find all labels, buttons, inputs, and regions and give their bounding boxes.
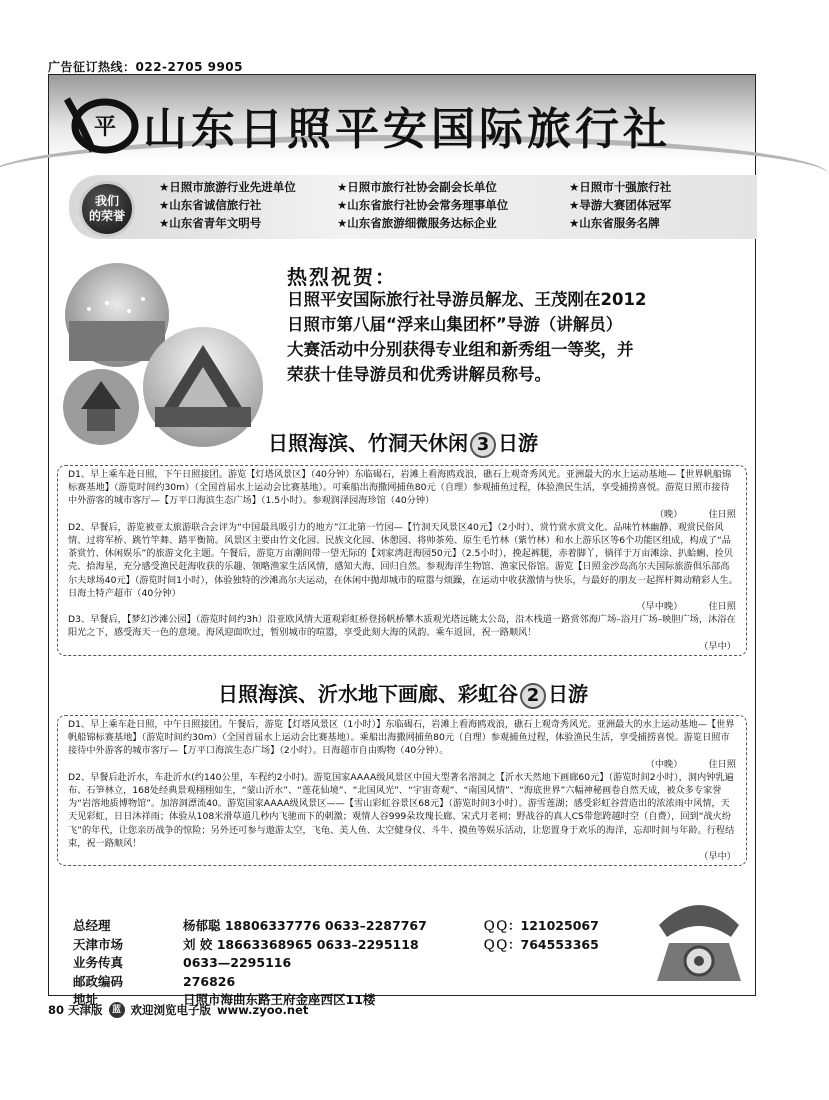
congrats-title: 热烈祝贺： [287, 265, 397, 289]
tour2-days: 2 [520, 683, 546, 709]
congrats-line: 日照市第八届“浮来山集团杯”导游（讲解员） [287, 315, 623, 334]
congrats-body [287, 287, 739, 387]
honor-item: ★日照市旅游行业先进单位 [159, 180, 296, 194]
stay-label: 住日照 [708, 758, 736, 770]
tour1-day1: D1、早上乘车赴日照，下午日照接团。游览【灯塔风景区】（40分钟）东临碣石，岩滩上看海鸥戏浪，礁石上观奇秀风光。亚洲最大的水上运动基地—【世界帆船锦标赛基地】（游览时间约30m）（全国首届水上运动会比赛基地）。可乘船出海撒网捕鱼80元（自理）参观捕鱼过程，体验渔民生活，享受捕捞喜悦。游览日照市接待中外游客的城市客厅—【万平口海滨生态广场】（1.5小时）。参观润泽园海珍馆（40分钟） [68, 469, 732, 507]
honor-item: ★日照市旅行社协会副会长单位 [337, 180, 497, 194]
contact-label: 总经理 [73, 918, 111, 933]
tour1-title [49, 427, 757, 458]
honor-list [159, 179, 759, 231]
contact-value: 276826 [183, 973, 236, 989]
footer-badge: 蓝 [109, 1002, 125, 1018]
tour1-day1-meal [68, 508, 736, 521]
honor-badge-line1: 我们 [94, 194, 119, 208]
honor-badge-line2: 的荣誉 [88, 209, 125, 223]
honor-item: ★山东省诚信旅行社 [159, 198, 262, 212]
company-title: 山东日照平安国际旅行社 [143, 104, 671, 155]
honor-item: ★导游大赛团体冠军 [569, 198, 672, 212]
meal-label: （早中晚） [636, 601, 683, 613]
qq-number: 764553365 [520, 936, 599, 952]
tour2-day1-meal [68, 758, 736, 771]
page-footer [48, 1002, 308, 1018]
meal-label: （中晚） [645, 758, 683, 770]
tour2-day2: D2、早餐后赴沂水，车赴沂水(约140公里，车程约2小时)。游览国家AAAA级风景区中国大型著名溶洞之【沂水天然地下画廊60元】（游览时间2小时），洞内钟乳遍布、石笋林立，168处经典景观栩栩如生，“蒙山沂水”、“莲花仙境”、“北国风光”、“宇宙奇观”、“南国风情”、“海底世界”六幅神秘画卷自然天成，被众多专家誉为“岩溶地质博物馆”。加溶洞漂流40。游览国家AAAA级风景区——【雪山彩虹谷景区68元】（游览时间3小时）。游雪莲湖；感受彩虹谷营造出的浓浓雨中风情，天天见彩虹，日日沐祥雨；体验从108米滑草道几秒内飞驰而下的刺激；观情人谷999朵玫瑰长廊、宋式月老祠；野战谷的真人CS带您跨越时空（自费），回到“战火纷飞”的年代，让您亲历战争的惊险；另外还可参与遨游太空，飞龟、美人鱼、太空健身仪、斗牛、摸鱼等娱乐活动，让您置身于欢乐的海洋，忘却时间与年龄。行程结束，祝一路顺风！ [68, 771, 735, 849]
congrats-line: 大赛活动中分别获得专业组和新秀组一等奖，并 [287, 340, 634, 359]
contact-qq [483, 936, 599, 955]
contact-value: 日照市海曲东路王府金座西区11楼 [183, 992, 376, 1007]
ad-hotline: 广告征订热线：022-2705 9905 [48, 60, 244, 74]
honor-item: ★山东省服务名牌 [569, 216, 660, 230]
tour2-title [49, 678, 757, 709]
scenic-photo-collage [59, 259, 289, 449]
congrats-line: 荣获十佳导游员和优秀讲解员称号。 [287, 365, 551, 384]
footer-page: 80 天津版 [48, 1003, 103, 1017]
contact-label: 业务传真 [73, 955, 124, 970]
tour2-day1: D1、早上乘车赴日照，中午日照接团。午餐后，游览【灯塔风景区（1小时）】东临碣石，岩滩上看海鸥戏浪，礁石上观奇秀风光。亚洲最大的水上运动基地—【世界帆船锦标赛基地】（游览时间约30m）（全国首届水上运动会比赛基地）。乘船出海撒网捕鱼80元（自理）参观捕鱼过程，体验渔民生活，享受捕捞喜悦。游览日照市接待中外游客的城市客厅—【万平口海滨生态广场】（2小时）。日海超市自由购物（40分钟）。 [68, 719, 735, 757]
footer-text: 欢迎浏览电子版 [130, 1003, 212, 1017]
meal-label: （早中） [699, 851, 736, 863]
contact-row-manager [73, 917, 599, 936]
honor-item: ★山东省旅游细微服务达标企业 [337, 216, 497, 230]
telephone-icon [649, 885, 749, 985]
honor-item: ★日照市十强旅行社 [569, 180, 672, 194]
tour2-title-a: 日照海滨、沂水地下画廊、彩虹谷 [218, 682, 518, 706]
contact-block [73, 917, 599, 1010]
ad-frame [48, 74, 756, 1007]
tour2-title-b: 日游 [548, 682, 588, 706]
tour2-itinerary [57, 715, 747, 866]
contact-row-fax [73, 954, 427, 973]
tour1-title-b: 日游 [498, 431, 538, 455]
tour1-day2-meal [68, 600, 736, 613]
contact-qq [483, 917, 599, 936]
company-logo-icon [59, 93, 145, 155]
meal-label: （早中） [699, 640, 736, 652]
qq-label: ＱＱ： [483, 936, 521, 952]
tour2-day2-meal [68, 850, 736, 863]
tour1-days: 3 [470, 432, 496, 458]
contact-label: 地址 [73, 992, 99, 1007]
stay-label: 住日照 [708, 601, 736, 613]
tour1-title-a: 日照海滨、竹洞天休闲 [268, 431, 468, 455]
honor-item: ★山东省旅行社协会常务理事单位 [337, 198, 509, 212]
honor-item: ★山东省青年文明号 [159, 216, 262, 230]
congrats-line: 日照平安国际旅行社导游员解龙、王茂刚在2012 [287, 290, 647, 309]
footer-url[interactable]: www.zyoo.net [217, 1003, 309, 1017]
tour1-day2: D2、早餐后，游览被亚太旅游联合会评为“中国最具吸引力的地方”江北第一竹园—【竹洞天风景区40元】（2小时），赏竹赏水赏文化、品味竹林幽静、观赏民俗风情、过将军桥、跳竹竿舞、踏平衡简。风景区主要由竹文化园、民族文化园、休憩园、将帅茶苑、原生毛竹林（紫竹林）和水上游乐区等6个功能区组成，构成了“品茶赏竹、休闲娱乐”的旅游文化主题。午餐后，游览万亩潮间带一望无际的【刘家湾赶海园50元】（2.5小时），挽起裤腿，赤着脚丫，徜徉于万亩滩涂、扒蛤蜊、捡贝壳、拾海星，充分感受渔民赶海收获的乐趣、领略渔家生活风情，感知大海、回归自然。参观海洋生物馆、渔家民俗馆。游览【日照金沙岛高尔夫国际旅游俱乐部高尔夫球场40元】（游览时间1小时），体验独特的沙滩高尔夫运动，在休闲中抛却城市的喧嚣与烦躁，在运动中收获激情与快乐，与最好的朋友一起挥杆舞动精彩人生。日海土特产超市（40分钟） [68, 521, 738, 599]
tour1-itinerary [57, 465, 747, 656]
tour1-day3-meal [68, 640, 736, 653]
contact-value: 刘 姣 18663368965 0633–2295118 [183, 936, 419, 952]
logo-char: 平 [93, 115, 117, 140]
contact-row-postcode [73, 973, 427, 992]
meal-label: （晚） [654, 508, 683, 520]
tour1-day3: D3、早餐后，【梦幻沙滩公园】（游览时间约3h）沿亚欧风情大道观彩虹桥登扬帆桥攀木质观光塔远眺太公岛，沿木栈道一路赏邻海广场–浴月广场–映胆广场，沐浴在阳光之下，感受海天一色的意境。海风迎面吹过，暂别城市的喧嚣，享受此刻大海的风韵。乘车返回，祝一路顺风！ [68, 614, 736, 639]
qq-label: ＱＱ： [483, 918, 521, 933]
contact-value: 杨郁聪 18806337776 0633–2287767 [183, 918, 427, 933]
contact-label: 邮政编码 [73, 973, 124, 989]
contact-value: 0633—2295116 [183, 955, 292, 970]
honor-badge [79, 181, 135, 237]
qq-number: 121025067 [520, 918, 599, 933]
contact-row-tianjin [73, 936, 599, 955]
stay-label: 住日照 [708, 508, 736, 520]
contact-label: 天津市场 [73, 936, 124, 952]
